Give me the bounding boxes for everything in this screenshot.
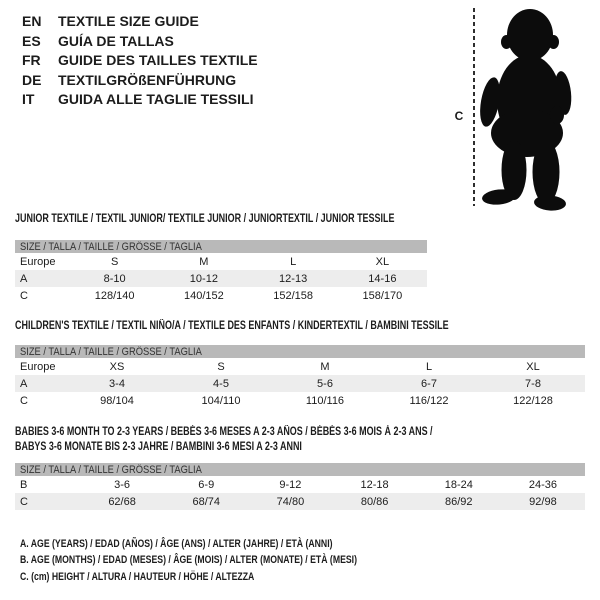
table-size-header: SIZE / TALLA / TAILLE / GRÖSSE / TAGLIA <box>15 463 585 476</box>
size-cell: 8-10 <box>103 272 126 285</box>
table-title: BABIES 3-6 MONTH TO 2-3 YEARS / BEBÉS 3-6 MESES A 2-3 AÑOS / BÉBÉS 3-6 MOIS À 2-3 ANS / BABYS 3-6 MONATE BIS 2-3 JAHRE / BAMBINI 3-6 MESI A 2-3 ANNI <box>15 426 433 453</box>
legend-footnotes <box>20 536 447 585</box>
size-cell: 116/122 <box>409 394 449 407</box>
size-cell: 74/80 <box>276 495 305 508</box>
table-row-height <box>15 493 585 510</box>
row-label: B <box>20 478 28 491</box>
size-cell: 14-16 <box>368 272 397 285</box>
size-cell: 92/98 <box>529 495 557 508</box>
language-code: EN <box>22 13 42 29</box>
size-cell: 24-36 <box>528 478 558 491</box>
row-label: Europe <box>20 360 56 373</box>
row-label: C <box>20 394 28 407</box>
size-cell: 5-6 <box>317 377 333 390</box>
size-cell: M <box>199 255 209 268</box>
size-cell: XL <box>375 255 390 268</box>
table-size-header: SIZE / TALLA / TAILLE / GRÖSSE / TAGLIA <box>15 240 427 253</box>
language-code: ES <box>22 32 41 49</box>
size-table-junior <box>15 213 427 304</box>
size-cell: 152/158 <box>273 289 313 302</box>
size-cell: S <box>217 360 225 373</box>
size-cell: 7-8 <box>525 377 541 390</box>
size-cell: XL <box>526 360 540 373</box>
size-table-children <box>15 320 585 409</box>
row-label: Europe <box>20 255 56 268</box>
table-row-age <box>15 270 427 287</box>
size-cell: 122/128 <box>513 394 553 407</box>
footnote-line-a: A. AGE (YEARS) / EDAD (AÑOS) / ÂGE (ANS) / ALTER (JAHRE) / ETÀ (ANNI) <box>20 538 333 550</box>
size-cell: 12-13 <box>279 272 308 285</box>
table-title: JUNIOR TEXTILE / TEXTIL JUNIOR/ TEXTILE JUNIOR / JUNIORTEXTIL / JUNIOR TESSILE <box>15 213 395 225</box>
language-code: FR <box>22 52 41 68</box>
row-label: A <box>20 272 28 285</box>
size-cell: 4-5 <box>213 377 229 390</box>
size-cell: 6-9 <box>198 478 215 491</box>
language-row <box>22 90 258 110</box>
table-row-age <box>15 375 585 392</box>
size-cell: XS <box>109 360 125 373</box>
size-cell: 3-6 <box>114 478 131 491</box>
language-row <box>22 71 258 91</box>
language-header <box>22 12 258 110</box>
footnote-line-c: C. (cm) HEIGHT / ALTURA / HAUTEUR / HÖHE / ALTEZZA <box>20 570 255 583</box>
size-cell: S <box>110 255 119 268</box>
size-cell: M <box>320 360 330 373</box>
table-row-europe <box>15 253 427 270</box>
size-cell: 80/86 <box>360 495 389 508</box>
size-cell: L <box>425 360 433 373</box>
table-size-header: SIZE / TALLA / TAILLE / GRÖSSE / TAGLIA <box>15 345 585 358</box>
language-row <box>22 51 258 71</box>
height-measure-label: C <box>454 109 464 123</box>
language-code: DE <box>22 71 42 88</box>
size-cell: 9-12 <box>279 478 302 491</box>
size-cell: 140/152 <box>183 289 224 302</box>
table-row-age-months <box>15 476 585 493</box>
child-silhouette-icon <box>470 5 590 215</box>
size-cell: 12-18 <box>360 478 389 491</box>
size-cell: 104/110 <box>201 394 241 407</box>
language-code: IT <box>22 91 35 107</box>
size-cell: 98/104 <box>100 394 134 407</box>
table-row-height <box>15 392 585 409</box>
language-label: GUIDA ALLE TAGLIE TESSILI <box>58 91 254 107</box>
language-label: GUIDE DES TAILLES TEXTILE <box>58 52 258 68</box>
footnote-line-b: B. AGE (MONTHS) / EDAD (MESES) / ÂGE (MOIS) / ALTER (MONATE) / ETÀ (MESI) <box>20 554 357 567</box>
size-cell: L <box>290 255 297 268</box>
language-label: GUÍA DE TALLAS <box>58 32 174 49</box>
size-cell: 10-12 <box>189 272 218 285</box>
language-row <box>22 12 258 32</box>
row-label: A <box>20 377 28 390</box>
size-cell: 68/74 <box>192 495 221 508</box>
table-title: CHILDREN'S TEXTILE / TEXTIL NIÑO/A / TEXTILE DES ENFANTS / KINDERTEXTIL / BAMBINI TESSILE <box>15 320 449 332</box>
language-label: TEXTILGRÖßENFÜHRUNG <box>58 71 237 88</box>
language-row <box>22 32 258 52</box>
table-row-height <box>15 287 427 304</box>
size-cell: 3-4 <box>109 377 125 390</box>
size-cell: 86/92 <box>445 495 473 508</box>
size-cell: 110/116 <box>305 394 345 407</box>
language-label: TEXTILE SIZE GUIDE <box>58 13 199 29</box>
row-label: C <box>20 495 28 508</box>
table-row-europe <box>15 358 585 375</box>
row-label: C <box>20 289 28 302</box>
size-table-babies <box>15 425 585 510</box>
size-cell: 128/140 <box>94 289 135 302</box>
size-cell: 18-24 <box>444 478 473 491</box>
size-cell: 62/68 <box>108 495 136 508</box>
size-cell: 6-7 <box>421 377 437 390</box>
size-cell: 158/170 <box>362 289 403 302</box>
